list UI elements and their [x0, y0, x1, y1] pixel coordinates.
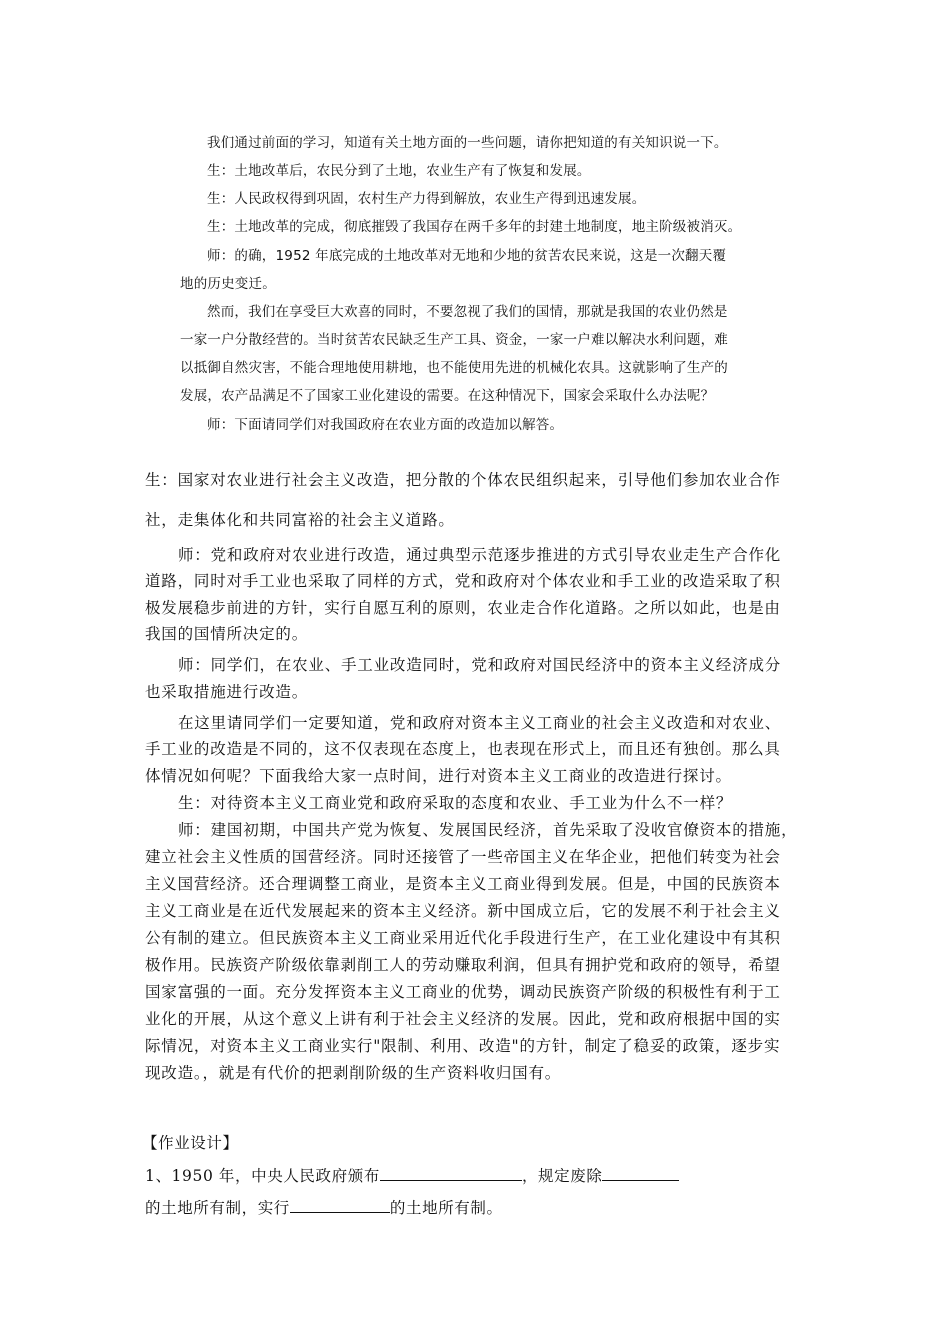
homework-title: 【作业设计】 [142, 1134, 239, 1152]
body-line: 社，走集体化和共同富裕的社会主义道路。 [145, 511, 455, 529]
body-line: 师：党和政府对农业进行改造，通过典型示范逐步推进的方式引导农业走生产合作化 [178, 546, 782, 564]
body-line: 主义国营经济。还合理调整工商业，是资本主义工商业得到发展。但是，中国的民族资本 [145, 875, 781, 893]
excerpt-line: 师：下面请同学们对我国政府在农业方面的改造加以解答。 [207, 417, 564, 433]
body-line: 生：国家对农业进行社会主义改造，把分散的个体农民组织起来，引导他们参加农业合作 [145, 471, 781, 489]
body-line: 手工业的改造是不同的，这不仅表现在态度上，也表现在形式上，而且还有独创。那么具 [145, 740, 781, 758]
body-line: 现改造。，就是有代价的把剥削阶级的生产资料收归国有。 [145, 1064, 562, 1082]
body-line: 我国的国情所决定的。 [145, 625, 309, 643]
body-line: 极作用。民族资产阶级依靠剥削工人的劳动赚取利润，但具有拥护党和政府的领导，希望 [145, 956, 781, 974]
body-line: 极发展稳步前进的方针，实行自愿互利的原则，农业走合作化道路。之所以如此，也是由 [145, 599, 781, 617]
excerpt-line: 一家一户分散经营的。当时贫苦农民缺乏生产工具、资金，一家一户难以解决水利问题，难 [180, 332, 728, 348]
body-line: 建立社会主义性质的国营经济。同时还接管了一些帝国主义在华企业，把他们转变为社会 [145, 848, 781, 866]
q1-text-a: 1、1950 年，中央人民政府颁布 [145, 1167, 380, 1185]
excerpt-line: 生：土地改革后，农民分到了土地，农业生产有了恢复和发展。 [207, 163, 591, 179]
answer-blank[interactable] [602, 1165, 679, 1181]
body-line: 国家富强的一面。充分发挥资本主义工商业的优势，调动民族资产阶级的积极性有利于工 [145, 983, 781, 1001]
homework-question-1 [145, 1164, 679, 1186]
body-line: 业化的开展，从这个意义上讲有利于社会主义经济的发展。因此，党和政府根据中国的实 [145, 1010, 781, 1028]
body-line: 际情况，对资本主义工商业实行"限制、利用、改造"的方针，制定了稳妥的政策，逐步实 [145, 1037, 781, 1055]
answer-blank[interactable] [380, 1165, 522, 1181]
q1-text-d: 的土地所有制。 [389, 1199, 503, 1217]
body-line: 也采取措施进行改造。 [145, 683, 309, 701]
excerpt-line: 生：人民政权得到巩固，农村生产力得到解放，农业生产得到迅速发展。 [207, 191, 646, 207]
body-line: 公有制的建立。但民族资本主义工商业采用近代化手段进行生产，在工业化建设中有其积 [145, 929, 781, 947]
excerpt-line: 我们通过前面的学习，知道有关土地方面的一些问题，请你把知道的有关知识说一下。 [207, 135, 728, 151]
body-line: 道路，同时对手工业也采取了同样的方式，党和政府对个体农业和手工业的改造采取了积 [145, 572, 781, 590]
q1-text-b: ，规定废除 [521, 1167, 603, 1185]
excerpt-line: 师：的确，1952 年底完成的土地改革对无地和少地的贫苦农民来说，这是一次翻天覆 [207, 248, 727, 264]
q1-text-c: 的土地所有制，实行 [145, 1199, 290, 1217]
homework-question-1-cont [145, 1196, 503, 1218]
body-line: 在这里请同学们一定要知道，党和政府对资本主义工商业的社会主义改造和对农业、 [178, 714, 782, 732]
body-line: 主义工商业是在近代发展起来的资本主义经济。新中国成立后，它的发展不利于社会主义 [145, 902, 781, 920]
body-line: 师：建国初期，中国共产党为恢复、发展国民经济，首先采取了没收官僚资本的措施， [178, 821, 798, 839]
answer-blank[interactable] [290, 1197, 390, 1213]
body-line: 体情况如何呢？下面我给大家一点时间，进行对资本主义工商业的改造进行探讨。 [145, 767, 732, 785]
excerpt-line: 然而，我们在享受巨大欢喜的同时，不要忽视了我们的国情，那就是我国的农业仍然是 [207, 304, 728, 320]
body-line: 生：对待资本主义工商业党和政府采取的态度和农业、手工业为什么不一样？ [178, 794, 733, 812]
body-line: 师：同学们，在农业、手工业改造同时，党和政府对国民经济中的资本主义经济成分 [178, 656, 782, 674]
excerpt-line: 生：土地改革的完成，彻底摧毁了我国存在两千多年的封建土地制度，地主阶级被消灭。 [207, 219, 742, 235]
excerpt-line: 发展，农产品满足不了国家工业化建设的需要。在这种情况下，国家会采取什么办法呢？ [180, 388, 715, 404]
excerpt-line: 地的历史变迁。 [180, 276, 276, 292]
excerpt-line: 以抵御自然灾害，不能合理地使用耕地，也不能使用先进的机械化农具。这就影响了生产的 [180, 360, 728, 376]
